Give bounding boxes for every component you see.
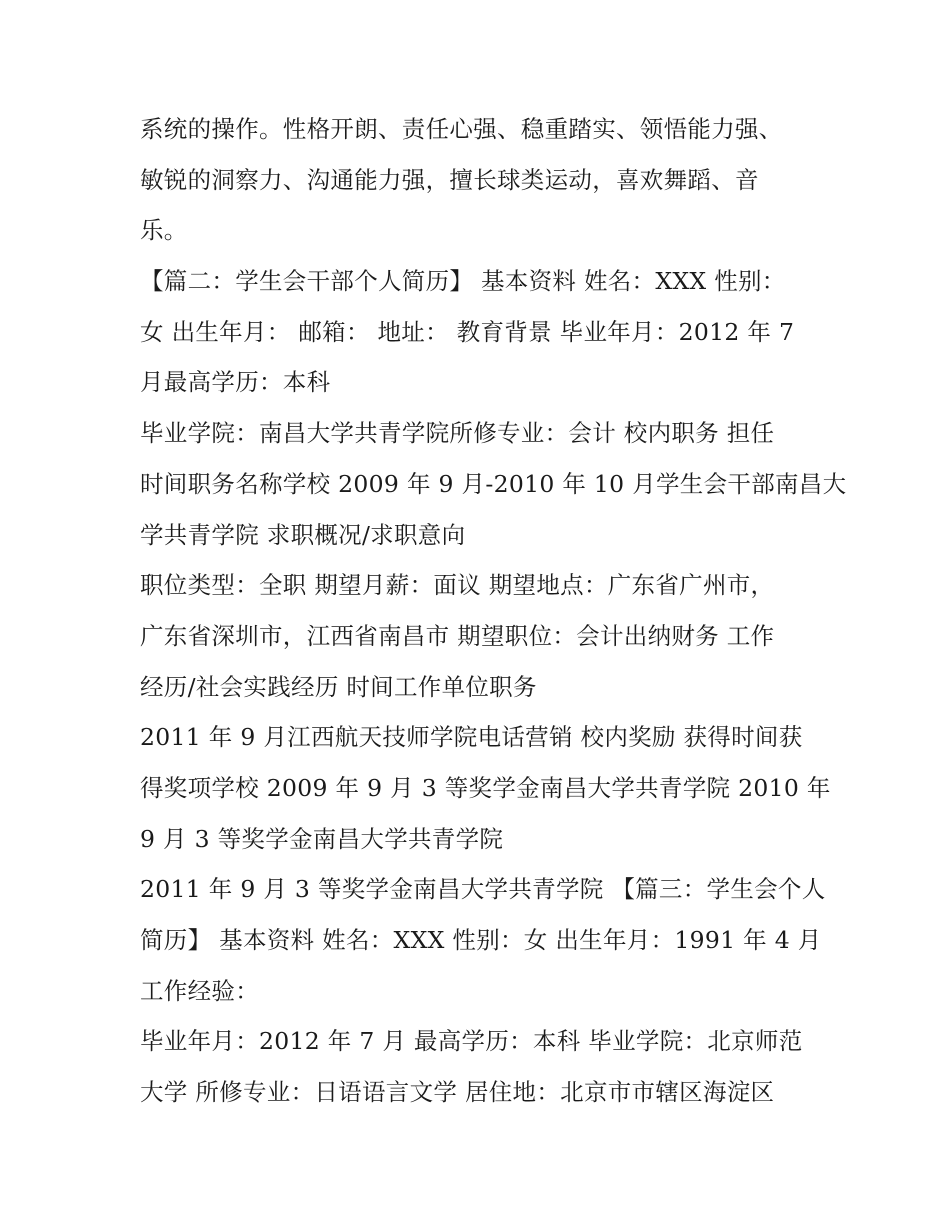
text-line: 毕业学院：南昌大学共青学院所修专业：会计 校内职务 担任 [140,419,775,448]
text-line: 女 出生年月： 邮箱： 地址： 教育背景 毕业年月：2012 年 7 [140,317,795,346]
text-line: 广东省深圳市，江西省南昌市 期望职位：会计出纳财务 工作 [140,621,775,650]
text-line: 得奖项学校 2009 年 9 月 3 等奖学金南昌大学共青学院 2010 年 [140,773,831,802]
document-body [140,104,847,1118]
text-line: 月最高学历：本科 [140,368,331,397]
text-line: 【篇二：学生会干部个人简历】 基本资料 姓名：XXX 性别： [140,267,786,296]
text-line: 乐。 [140,216,188,245]
text-line: 2011 年 9 月江西航天技师学院电话营销 校内奖励 获得时间获 [140,723,803,752]
text-line: 工作经验： [140,976,259,1005]
text-line: 敏锐的洞察力、沟通能力强，擅长球类运动，喜欢舞蹈、音 [140,165,759,194]
text-line: 简历】 基本资料 姓名：XXX 性别：女 出生年月：1991 年 4 月 [140,926,822,954]
text-line: 系统的操作。性格开朗、责任心强、稳重踏实、领悟能力强、 [140,115,783,143]
text-line: 大学 所修专业：日语语言文学 居住地：北京市市辖区海淀区 [140,1078,775,1107]
text-line: 9 月 3 等奖学金南昌大学共青学院 [140,824,504,853]
text-line: 经历/社会实践经历 时间工作单位职务 [140,672,537,701]
text-line: 时间职务名称学校 2009 年 9 月-2010 年 10 月学生会干部南昌大 [140,469,847,498]
text-line: 2011 年 9 月 3 等奖学金南昌大学共青学院 【篇三：学生会个人 [140,875,826,904]
text-line: 毕业年月：2012 年 7 月 最高学历：本科 毕业学院：北京师范 [140,1027,803,1056]
text-line: 职位类型：全职 期望月薪：面议 期望地点：广东省广州市， [140,571,775,600]
text-line: 学共青学院 求职概况/求职意向 [140,520,466,549]
